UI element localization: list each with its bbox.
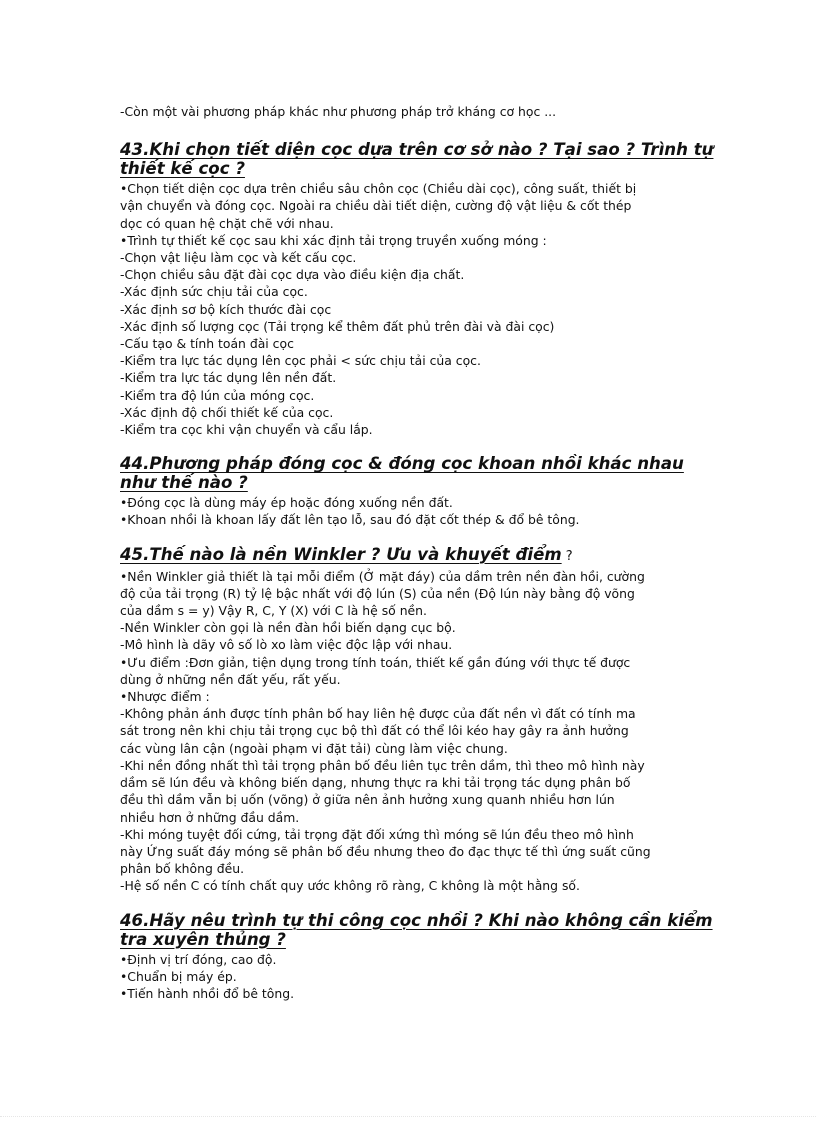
body-line: -Kiểm tra lực tác dụng lên cọc phải < sức chịu tải của cọc.	[120, 353, 481, 369]
sections-container	[120, 140, 716, 1002]
body-line: sát trong nên khi chịu tải trọng cục bộ thì đất có thể lôi kéo hay gây ra ảnh hưởng	[120, 723, 629, 739]
body-line: -Kiểm tra lực tác dụng lên nền đất.	[120, 370, 337, 386]
question-section	[120, 911, 716, 1003]
body-line: -Mô hình là dãy vô số lò xo làm việc độc lập với nhau.	[120, 637, 453, 653]
body-line: •Đóng cọc là dùng máy ép hoặc đóng xuống nền đất.	[120, 495, 453, 511]
body-line: -Xác định độ chối thiết kế của cọc.	[120, 404, 334, 420]
body-line: này Ứng suất đáy móng sẽ phân bố đều nhưng theo đo đạc thực tế thì ứng suất cũng	[120, 843, 651, 859]
body-line: •Nền Winkler giả thiết là tại mỗi điểm (Ở mặt đáy) của dầm trên nền đàn hồi, cường	[120, 568, 645, 584]
body-line: -Cấu tạo & tính toán đài cọc	[120, 336, 294, 352]
question-heading-line	[120, 911, 716, 930]
heading-text: 45.Thế nào là nền Winkler ? Ưu và khuyết điểm	[120, 544, 562, 564]
body-line: các vùng lân cận (ngoài phạm vi đặt tải) cùng làm việc chung.	[120, 740, 508, 756]
body-line: -Hệ số nền C có tính chất quy ước không rõ ràng, C không là một hằng số.	[120, 878, 580, 894]
body-line: •Trình tự thiết kế cọc sau khi xác định tải trọng truyền xuống móng :	[120, 232, 547, 248]
body-line: nhiều hơn ở những đầu dầm.	[120, 809, 300, 825]
question-section	[120, 545, 716, 895]
body-line: -Xác định sơ bộ kích thước đài cọc	[120, 301, 332, 317]
question-section	[120, 454, 716, 528]
question-heading	[120, 140, 716, 178]
question-heading-line	[120, 159, 716, 178]
question-heading-line	[120, 473, 716, 492]
body-line: •Chọn tiết diện cọc dựa trên chiều sâu chôn cọc (Chiều dài cọc), công suất, thiết bị	[120, 181, 637, 197]
body-line: •Chuẩn bị máy ép.	[120, 968, 237, 984]
body-line: -Khi móng tuyệt đối cứng, tải trọng đặt đối xứng thì móng sẽ lún đều theo mô hình	[120, 826, 634, 842]
question-heading-line	[120, 545, 716, 566]
heading-text: 44.Phương pháp đóng cọc & đóng cọc khoan nhồi khác nhau	[120, 454, 684, 474]
body-line: -Chọn chiều sâu đặt đài cọc dựa vào điều kiện địa chất.	[120, 267, 465, 283]
intro-line: -Còn một vài phương pháp khác như phương pháp trở kháng cơ học ...	[120, 104, 557, 119]
heading-text: tra xuyên thủng ?	[120, 929, 286, 949]
body-line: -Chọn vật liệu làm cọc và kết cấu cọc.	[120, 250, 357, 266]
body-line: độ của tải trọng (R) tỷ lệ bậc nhất với độ lún (S) của nền (Độ lún này bằng độ võng	[120, 585, 635, 601]
body-line: -Khi nền đồng nhất thì tải trọng phân bố đều liên tục trên dầm, thì theo mô hình này	[120, 757, 645, 773]
body-line: dọc có quan hệ chặt chẽ với nhau.	[120, 215, 334, 231]
question-heading	[120, 911, 716, 949]
heading-text: 46.Hãy nêu trình tự thi công cọc nhồi ? Khi nào không cần kiểm	[120, 910, 713, 930]
body-line: phân bố không đều.	[120, 861, 245, 877]
body-line: •Tiến hành nhồi đổ bê tông.	[120, 985, 295, 1001]
body-line: •Nhược điểm :	[120, 689, 210, 705]
body-line: -Nền Winkler còn gọi là nền đàn hồi biến dạng cục bộ.	[120, 620, 456, 636]
body-line: vận chuyển và đóng cọc. Ngoài ra chiều dài tiết diện, cường độ vật liệu & cốt thép	[120, 198, 632, 214]
body-line: •Định vị trí đóng, cao độ.	[120, 951, 277, 967]
question-heading-line	[120, 140, 716, 159]
body-line: -Không phản ánh được tính phân bố hay liên hệ được của đất nền vì đất có tính ma	[120, 706, 636, 722]
heading-text: 43.Khi chọn tiết diện cọc dựa trên cơ sở nào ? Tại sao ? Trình tự	[120, 140, 714, 160]
question-heading-line	[120, 454, 716, 473]
body-line: -Xác định số lượng cọc (Tải trọng kể thêm đất phủ trên đài và đài cọc)	[120, 318, 555, 334]
question-heading	[120, 545, 716, 566]
body-line: -Xác định sức chịu tải của cọc.	[120, 284, 308, 300]
heading-text: như thế nào ?	[120, 473, 248, 493]
body-line: •Ưu điểm :Đơn giản, tiện dụng trong tính toán, thiết kế gần đúng với thực tế được	[120, 654, 631, 670]
body-line: dầm sẽ lún đều và không biến dạng, nhưng thực ra khi tải trọng tác dụng phân bố	[120, 775, 631, 791]
body-line: -Kiểm tra độ lún của móng cọc.	[120, 387, 315, 403]
heading-text: thiết kế cọc ?	[120, 159, 245, 179]
body-line: đều thì dầm vẫn bị uốn (võng) ở giữa nên ảnh hưởng xung quanh nhiều hơn lún	[120, 792, 615, 808]
question-heading-line	[120, 930, 716, 949]
body-line: -Kiểm tra cọc khi vận chuyển và cẩu lắp.	[120, 422, 373, 438]
body-line: •Khoan nhồi là khoan lấy đất lên tạo lỗ, sau đó đặt cốt thép & đổ bê tông.	[120, 512, 580, 528]
heading-tail: ?	[561, 548, 573, 564]
question-section	[120, 140, 716, 438]
body-line: của dầm s = y) Vậy R, C, Y (X) với C là hệ số nền.	[120, 603, 427, 619]
body-line: dùng ở những nền đất yếu, rất yếu.	[120, 671, 341, 687]
page-bottom-rule	[0, 1116, 816, 1117]
question-heading	[120, 454, 716, 492]
